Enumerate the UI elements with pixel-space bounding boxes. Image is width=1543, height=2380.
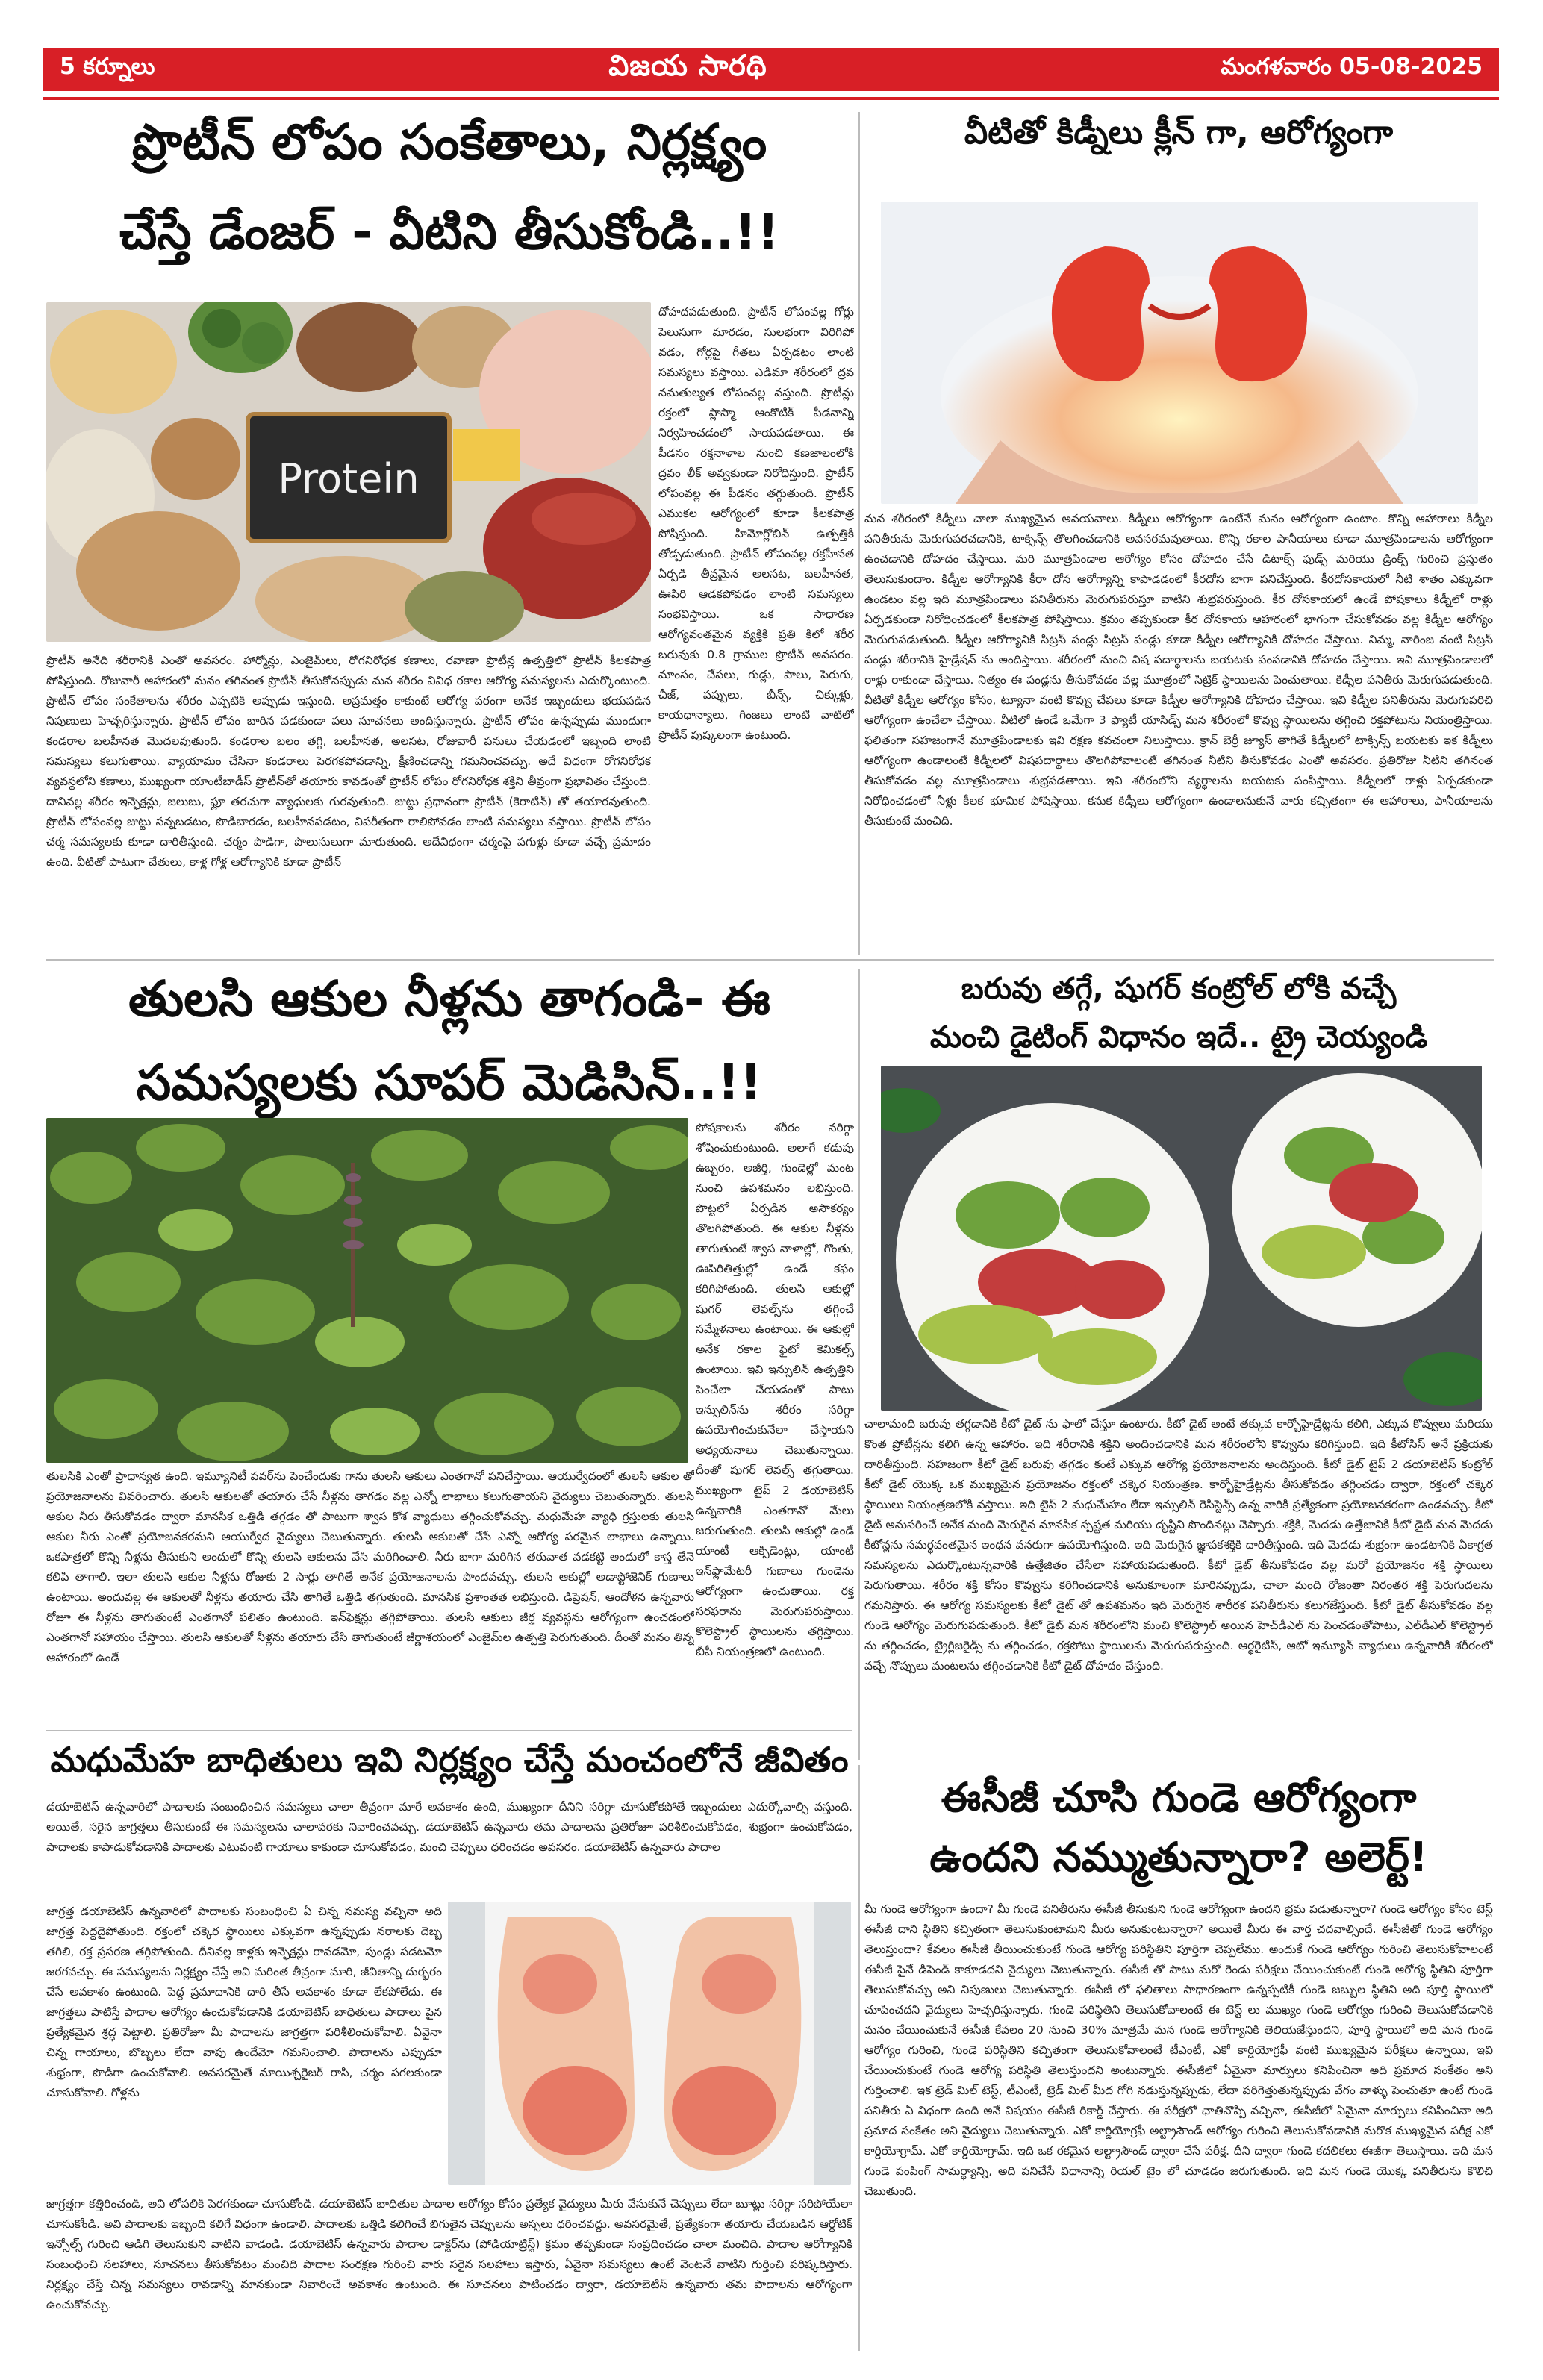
paper-name: విజయ సారథి <box>608 49 767 82</box>
keto-salad-photo <box>881 1066 1482 1411</box>
tulsi-headline-1: తులసి ఆకుల నీళ్లను తాగండి- ఈ <box>128 970 770 1028</box>
ecg-headline-1: ఈసీజీ చూసి గుండె ఆరోగ్యంగా <box>941 1774 1417 1821</box>
kidney-headline: వీటితో కిడ్నీలు క్లీన్ గా, ఆరోగ్యంగా <box>964 113 1394 152</box>
kidney-body-text: మన శరీరంలో కిడ్నీలు చాలా ముఖ్యమైన అవయవాలు. కిడ్నీలు ఆరోగ్యంగా ఉంటేనే మనం ఆరోగ్యంగా ఉంటాం. కొన్ని ఆహారాలు కిడ్నీల పనితీరును మెరుగుపరచడానికి, టాక్సిన్స్ తొలగించడానికి అవసరమవుతాయి. కొన్ని రకాల పానీయాలు కూడా మూత్రపిండాలను ఆరోగ్యంగా ఉంచడానికి దోహదం చేస్తాయి. మరి మూత్రపిండాల ఆరోగ్యం కోసం దోహదం చేసే డిటాక్స్ ఫుడ్స్ మరియు డ్రింక్స్ గురించి ప్రస్తుతం తెలుసుకుందాం. కిడ్నీల ఆరోగ్యానికి కీరా దోస ఆరోగ్యాన్ని కాపాడడంలో కీరదోస బాగా పనిచేస్తుంది. కీరదోసకాయలో నీటి శాతం ఎక్కువగా ఉండటం వల్ల ఇది మూత్రపిండాలు పనితీరును మెరుగుపరుస్తూ వాటిని శుభ్రపరుస్తుంది. కీర దోసకాయలో ఉండే పోషకాలు కిడ్నీలో రాళ్లు ఏర్పడకుండా నిరోధించడంలో కీలకపాత్ర పోషిస్తాయి. క్రమం తప్పకుండా కీర దోసకాయ ఆహారంలో భాగంగా చేసుకోవడం వల్ల కిడ్నీల ఆరోగ్యం మెరుగుపడుతుంది. కిడ్నీల ఆరోగ్యానికి సిట్రస్ పండ్లు సిట్రస్ పండ్లు కూడా కిడ్నీల ఆరోగ్యానికి దోహదం చేస్తాయి. నిమ్మ, నారింజ వంటి సిట్రస్ పండ్లు శరీరానికి హైడ్రేషన్ ను అందిస్తాయి. శరీరంలో నుంచి విష పదార్థాలను బయటకు పంపడానికి దోహదం చేస్తాయి. ఇవి మూత్రపిండాలలో రాళ్లు రాకుండా చేస్తాయి. నిత్యం ఈ పండ్లను తీసుకోవడం వల్ల మూత్రంలో సిట్రిక్ స్థాయిలను పెంచుతాయి. కిడ్నీల పనితీరు మెరుగుపడుతుంది. వీటితో కిడ్నీల ఆరోగ్యం కోసం, ట్యూనా వంటి కొవ్వు చేపలు కూడా కిడ్నీల ఆరోగ్యానికి దోహదం చేస్తాయి. ఇవి కిడ్నీల పనితీరును మెరుగుపరిచి ఆరోగ్యంగా ఉంచేలా చేస్తాయి. వీటిలో ఉండే ఒమేగా 3 ఫ్యాటీ యాసిడ్స్ మన శరీరంలో కొవ్వు స్థాయిలను తగ్గించి రక్తపోటును నియంత్రిస్తాయి. ఫలితంగా సహజంగానే మూత్రపిండాలకు ఇవి రక్షణ కవచంలా నిలుస్తాయి. క్రాన్ బెర్రీ జ్యూస్ తాగితే కిడ్నీలలో టాక్సిన్స్ బయటకు ఇక కిడ్నీలు ఆరోగ్యంగా ఉండాలంటే కిడ్నీలలో విషపదార్థాలు తొలగిపోవాలంటే తగినంత నీటిని తీసుకోవడం ఎంతో అవసరం. ప్రతిరోజు నీటిని తగినంత తీసుకోవడం వల్ల మూత్రపిండాలు శుభ్రపడతాయి. ఇవి శరీరంలోని వ్యర్థాలను బయటకు పంపిస్తాయి. కిడ్నీలలో రాళ్లు ఏర్పడకుండా నిరోధించడంలో నీళ్లు కీలక భూమిక పోషిస్తాయి. కనుక కిడ్నీలు ఆరోగ్యంగా ఉండాలనుకునే వారు కచ్చితంగా ఈ ఆహారాలు, పానీయాలను తీసుకుంటే మంచిది. <box>864 512 1493 828</box>
section-divider <box>46 959 1494 961</box>
ecg-body-text: మీ గుండె ఆరోగ్యంగా ఉందా? మీ గుండె పనితీరును ఈసీజీ తీసుకుని గుండె ఆరోగ్యంగా ఉందని భ్రమ పడుతున్నారా? గుండె ఆరోగ్యం కోసం టెస్ట్ ఈసీజీ దాని స్థితిని కచ్చితంగా తెలుసుకుంటామని మీరు అనుకుంటున్నారా? అయితే మీరు ఈ వార్త చదవాల్సిందే. ఈసీజీతో గుండె ఆరోగ్యం తెలుస్తుందా? కేవలం ఈసీజీ తీయించుకుంటే గుండె ఆరోగ్య పరిస్థితిని పూర్తిగా చెప్పలేము. అందుకే గుండె ఆరోగ్యం గురించి తెలుసుకోవాలంటే ఈసీజీ పైనే డిపెండ్ కాకూడదని వైద్యులు చెబుతున్నారు. ఈసీజీ తో పాటు మరో రెండు పరీక్షలు చేయించుకుంటే గుండె ఆరోగ్య స్థితిని పూర్తిగా తెలుసుకోవచ్చు అని నిపుణులు చెబుతున్నారు. ఈసీజీ లో ఫలితాలు సాధారణంగా ఉన్నప్పటికీ గుండె జబ్బుల స్థితిని అది పూర్తి స్థాయిలో చూపించదని వైద్యులు హెచ్చరిస్తున్నారు. గుండె పరిస్థితిని తెలుసుకోవాలంటే ఈ టెస్ట్ లు ముఖ్యం గుండె ఆరోగ్యం గురించి తెలుసుకోవడానికి మనం చేయించుకునే ఈసీజీ కేవలం 20 నుంచి 30% మాత్రమే మన గుండె ఆరోగ్యానికి తెలియజేస్తుందని, పూర్తి స్థాయిలో అది మన గుండె ఆరోగ్యం గురించి, గుండె పరిస్థితిని కచ్చితంగా తెలుసుకోవాలంటే టీఎంటీ, ఎకో కార్డియోగ్రఫీ వంటి ముఖ్యమైన పరీక్షలు ఉన్నాయి, ఇవి చేయించుకుంటే గుండె ఆరోగ్య పరిస్థితి తెలుస్తుందని అంటున్నారు. ఈసీజీలో ఏమైనా మార్పులు కనిపించినా అది ప్రమాద సంకేతం అని గుర్తించాలి. ఇక ట్రెడ్ మిల్ టెస్ట్, టీఎంటీ, ట్రెడ్ మిల్ మీద గోగి నడుస్తున్నప్పుడు, లేదా పరిగెత్తుతున్నప్పుడు వేగం వాళ్ళు పెంచుతూ ఉంటే గుండె పనితీరు ఏ విధంగా ఉంది అనే విషయం ఈసీజీ రికార్డ్ చేస్తారు. ఈ పరీక్షలో ఛాతినొప్పి వచ్చినా, ఈసీజీలో ఏమైనా మార్పులు కనిపించినా అది ప్రమాద సంకేతం అని వైద్యులు చెబుతున్నారు. ఎకో కార్డియోగ్రఫీ అల్ట్రాసౌండ్ ఆరోగ్యం గురించి తెలుసుకోవడానికి మరొక ముఖ్యమైన పరీక్ష ఎకో కార్డియోగ్రామ్. ఎకో కార్డియోగ్రామ్. ఇది ఒక రకమైన అల్ట్రాసౌండ్ ద్వారా చేసే పరీక్ష. దీని ద్వారా గుండె కదలికలు ఈజీగా తెలుస్తాయి. ఇది మన గుండె పంపింగ్ సామర్థ్యాన్ని, అది పనిచేసే విధానాన్ని రియల్ టైం లో చూడడం జరుగుతుంది. ఇది మన గుండె యొక్క పనితీరును కొలిచి చెబుతుంది. <box>864 1902 1493 2198</box>
protein-chalkboard-text: Protein <box>278 455 420 502</box>
issue-date: మంగళవారం 05-08-2025 <box>1221 54 1483 80</box>
protein-body-text: ప్రొటీన్ అనేది శరీరానికి ఎంతో అవసరం. హార్మోన్లు, ఎంజైమ్‌లు, రోగనిరోధక కణాలు, రవాణా ప్రొటీన్ల ఉత్పత్తిలో ప్రొటీన్ కీలకపాత్ర పోషిస్తుంది. రోజువారీ ఆహారంలో మనం తగినంత ప్రొటీన్ తీసుకోనప్పుడు మన శరీరం వివిధ రకాల ఆరోగ్య సమస్యలను ఎదుర్కొంటుంది. ప్రొటీన్ లోపం సంకేతాలను శరీరం ఎప్పటికి అప్పుడు ఇస్తుంది. అప్రమత్తం కాకుంటే ఆరోగ్య పరంగా అనేక ఇబ్బందులు భయపడిన నిపుణులు హెచ్చరిస్తున్నారు. ప్రొటీన్ లోపం బారిన పడకుండా పలు సూచనలు అందిస్తున్నారు. ప్రొటీన్ లోపం ఉన్నప్పుడు ముందుగా కండరాల బలహీనత మొదలవుతుంది. కండరాల బలం తగ్గి, బలహీనత, అలసట, రోజువారీ పనులు చేయడంలో ఇబ్బంది లాంటి సమస్యలు కలుగుతాయి. వ్యాయామం చేసినా కండరాలు పెరగకపోవడాన్ని, క్షీణించడాన్ని గమనించవచ్చు. అదే విధంగా రోగనిరోధక వ్యవస్థలోని కణాలు, ముఖ్యంగా యాంటీబాడీస్ ప్రొటీన్‌తో తయారు కావడంతో ప్రొటీన్ లోపం రోగనిరోధక శక్తిని తీవ్రంగా ప్రభావితం చేస్తుంది. దానివల్ల శరీరం ఇన్ఫెక్షన్లు, జలుబు, ఫ్లూ తరచుగా వ్యాధులకు గురవుతుంది. జుట్టు ప్రధానంగా ప్రొటీన్ (కెరాటిన్) తో తయారవుతుంది. ప్రొటీన్ లోపంవల్ల జుట్టు సన్నబడటం, పొడిబారడం, బలహీనపడటం, విపరీతంగా రాలిపోవడం లాంటి సమస్యలు వస్తాయి. ప్రొటీన్ లోపం చర్మ సమస్యలకు కూడా దారితీస్తుంది. చర్మం పొడిగా, పొలుసులుగా మారుతుంది. అదేవిధంగా చర్మంపై పగుళ్లు కూడా వచ్చే ప్రమాదం ఉంది. వీటితో పాటుగా చేతులు, కాళ్ల గోళ్ల ఆరోగ్యానికి కూడా ప్రొటీన్ <box>46 654 651 869</box>
tulsi-plant-photo <box>46 1118 688 1463</box>
diet-body-text: చాలామంది బరువు తగ్గడానికి కీటో డైట్ ను ఫాలో చేస్తూ ఉంటారు. కీటో డైట్ అంటే తక్కువ కార్బోహైడ్రేట్లను కలిగి, ఎక్కువ కొవ్వులు మరియు కొంత ప్రోటీన్లను కలిగి ఉన్న ఆహారం. ఇది శరీరానికి శక్తిని అందించడానికి మన శరీరంలోని కొవ్వును కరిగిస్తుంది. ఇది కీటోసిస్ అనే ప్రక్రియకు దారితీస్తుంది. సహజంగా కీటో డైట్ బరువు తగ్గడం కంటే ఎక్కువ ఆరోగ్య ప్రయోజనాలను అందిస్తుంది. కీటో డైట్ టైప్ 2 డయాబెటిస్ కంట్రోల్ కీటో డైట్ యొక్క ఒక ముఖ్యమైన ప్రయోజనం రక్తంలో చక్కెర నియంత్రణ. కార్బోహైడ్రేట్లను తీసుకోవడం తగ్గించడం ద్వారా, రక్తంలో చక్కెర స్థాయిలు నియంత్రణలోకి వస్తాయి. ఇది టైప్ 2 మధుమేహం లేదా ఇన్సులిన్ రెసిస్టెన్స్ ఉన్న వారికి ప్రత్యేకంగా ప్రయోజనకరంగా ఉండవచ్చు. కీటో డైట్ అనుసరించే అనేక మంది మెరుగైన మానసిక స్పష్టత మరియు దృష్టిని పొందినట్లు చెప్పారు. శక్తికి, మెదడు ఉత్తేజానికి కీటో డైట్ మన మెదడు కీటోన్లను సమర్థవంతమైన ఇంధన వనరుగా ఉపయోగిస్తుంది. ఇది మెరుగైన జ్ఞాపకశక్తికి దారితీస్తుంది. ఇది మెదడు శుభ్రంగా ఉండటానికి ఏకాగ్రత సమస్యలను ఎదుర్కొంటున్నవారికి ఉత్తేజితం చేసేలా సహాయపడుతుంది. కీటో డైట్ తీసుకోవడం వల్ల మరో ప్రయోజనం శక్తి స్థాయిలు పెరుగుతాయి. శరీరం శక్తి కోసం కొవ్వును కరిగించడానికి అనుకూలంగా మారినప్పుడు, చాలా మంది రోజంతా నిరంతర శక్తి పెరుగుదలను గమనిస్తారు. ఈ ఆరోగ్య సమస్యలకు కీటో డైట్ తో ఉపశమనం ఇది మెరుగైన శారీరక పనితీరును కలుగజేస్తుంది. కీటో డైట్ తీసుకోవడం వల్ల గుండె ఆరోగ్యం మెరుగుపడుతుంది. కీటో డైట్ మన శరీరంలోని మంచి కొలెస్ట్రాల్ అయిన హెచ్‌డీఎల్ ను పెంచడంతోపాటు, ఎల్‌డీఎల్ కొలెస్ట్రాల్ ను తగ్గించడం, ట్రైగ్లిజరైడ్స్ ను తగ్గించడం, రక్తపోటు స్థాయిలను మెరుగుపరుస్తుంది. ఆర్థరైటిస్, ఆటో ఇమ్యూన్ వ్యాధులు ఉన్నవారికి శరీరంలో వచ్చే నొప్పులు మంటలను తగ్గించడానికి కీటో డైట్ దోహదం చేస్తుంది. <box>864 1417 1493 1672</box>
masthead <box>43 48 1499 91</box>
section-divider <box>46 1730 852 1731</box>
protein-foods-photo <box>46 302 651 642</box>
masthead-rule <box>43 97 1499 100</box>
column-divider <box>858 1765 860 2351</box>
diabetes-left-text: జాగ్రత్త డయాబెటిస్ ఉన్నవారిలో పాదాలకు సంబంధించి ఏ చిన్న సమస్య వచ్చినా అది జాగ్రత్త పెద్దదైపోతుంది. రక్తంలో చక్కెర స్థాయిలు ఎక్కువగా ఉన్నప్పుడు నరాలకు దెబ్బ తగిలి, రక్త ప్రసరణ తగ్గిపోతుంది. దీనివల్ల కాళ్లకు ఇన్ఫెక్షన్లు రావడమో, పుండ్లు పడటమో జరగవచ్చు. ఈ సమస్యలను నిర్లక్ష్యం చేస్తే అవి మరింత తీవ్రంగా మారి, జీవితాన్ని దుర్భరం చేసే అవకాశం ఉంటుంది. పెద్ద ప్రమాదానికి దారి తీసే అవకాశం కూడా లేకపోలేదు. ఈ జాగ్రత్తలు పాటిస్తే పాదాల ఆరోగ్యం ఉంచుకోవడానికి డయాబెటిస్ బాధితులు పాదాలు పైన ప్రత్యేకమైన శ్రద్ధ పెట్టాలి. ప్రతిరోజూ మీ పాదాలను జాగ్రత్తగా పరిశీలించుకోవాలి. ఏవైనా చిన్న గాయాలు, బొబ్బలు లేదా వాపు ఉందేమో గమనించాలి. పాదాలను ఎప్పుడూ శుభ్రంగా, పొడిగా ఉంచుకోవాలి. అవసరమైతే మాయిశ్చరైజర్ రాసి, చర్మం పగలకుండా చూసుకోవాలి. గోళ్లను <box>46 1905 442 2099</box>
diabetic-feet-photo <box>448 1902 851 2185</box>
column-divider <box>858 112 860 955</box>
tulsi-body-text: తులసికి ఎంతో ప్రాధాన్యత ఉంది. ఇమ్యూనిటీ పవర్‌ను పెంచేందుకు గాను తులసి ఆకులు ఎంతగానో పనిచేస్తాయి. ఆయుర్వేదంలో తులసి ఆకుల తో ప్రయోజనాలను వివరించారు. తులసి ఆకులతో తయారు చేసే నీళ్లను తాగడం వల్ల ఎన్నో లాభాలు కలుగుతాయని వైద్యులు చెబుతున్నారు. తులసి ఆకుల నీరు తీసుకోవడం ద్వారా మానసిక ఒత్తిడి తగ్గడం తో పాటుగా శ్వాస కోశ వ్యాధులు తగ్గించుకోవచ్చు. మధుమేహ వ్యాధి గ్రస్తులకు తులసి ఆకుల నీరు ఎంతో ప్రయోజనకరమని ఆయుర్వేద వైద్యులు చెబుతున్నారు. తులసి ఆకులతో చేసే ఎన్నో ఆరోగ్య పరమైన లాభాలు ఉన్నాయి. ఒకపాత్రలో కొన్ని నీళ్లను తీసుకుని అందులో కొన్ని తులసి ఆకులను వేసి మరిగించాలి. నీరు బాగా మరిగిన తరువాత వడకట్టి అందులో కాస్త తేనె కలిపి తాగాలి. ఇలా తులసి ఆకుల నీళ్లను రోజుకు 2 సార్లు తాగితే అనేక ప్రయోజనాలను పొందవచ్చు. తులసి ఆకుల్లో అడాప్టోజెనిక్ గుణాలు ఉంటాయి. అందువల్ల ఈ ఆకులతో నీళ్లను తయారు చేసి తాగితే ఒత్తిడి తగ్గుతుంది. మానసిక ప్రశాంతత లభిస్తుంది. డిప్రెషన్, ఆందోళన ఉన్నవారు రోజూ ఈ నీళ్లను తాగుతుంటే ఎంతగానో ఫలితం ఉంటుంది. ఇన్‌ఫెక్షన్లు తగ్గిపోతాయి. తులసి ఆకులు జీర్ణ వ్యవస్థను ఆరోగ్యంగా ఉంచడంలో ఎంతగానో సహాయం చేస్తాయి. తులసి ఆకులతో నీళ్లను తయారు చేసి తాగుతుంటే జీర్ణాశయంలో ఎంజైమ్‌ల ఉత్పత్తి పెరుగుతుంది. దీంతో మనం తిన్న ఆహారంలో ఉండే <box>46 1469 694 1664</box>
page-label: 5 కర్నూలు <box>60 54 155 80</box>
tulsi-side-text: పోషకాలను శరీరం నరిగ్గా శోషించుకుంటుంది. అలాగే కడుపు ఉబ్బరం, అజీర్తి, గుండెల్లో మంట నుంచి ఉపశమనం లభిస్తుంది. పొట్టలో ఏర్పడిన అసౌకర్యం తొలగిపోతుంది. ఈ ఆకుల నీళ్లను తాగుతుంటే శ్వాస నాళాల్లో, గొంతు, ఊపిరితిత్తుల్లో ఉండే కఫం కరిగిపోతుంది. తులసి ఆకుల్లో షుగర్ లెవల్స్‌ను తగ్గించే సమ్మేళనాలు ఉంటాయి. ఈ ఆకుల్లో అనేక రకాల ఫైటో కెమికల్స్ ఉంటాయి. ఇవి ఇన్సులిన్ ఉత్పత్తిని పెంచేలా చేయడంతో పాటు ఇన్సులిన్‌ను శరీరం సరిగ్గా ఉపయోగించుకునేలా చేస్తాయని అధ్యయనాలు చెబుతున్నాయి. దీంతో షుగర్ లెవల్స్ తగ్గుతాయి. ముఖ్యంగా టైప్ 2 డయాబెటిస్ ఉన్నవారికి ఎంతగానో మేలు జరుగుతుంది. తులసి ఆకుల్లో ఉండే యాంటీ ఆక్సిడెంట్లు, యాంటీ ఇన్‌ఫ్లామేటరీ గుణాలు గుండెను ఆరోగ్యంగా ఉంచుతాయి. రక్త సరఫరాను మెరుగుపరుస్తాయి. కొలెస్ట్రాల్ స్థాయిలను తగ్గిస్తాయి. బీపీ నియంత్రణలో ఉంటుంది. <box>696 1121 854 1658</box>
protein-headline-2: చేస్తే డేంజర్ - వీటిని తీసుకోండి..!! <box>119 203 779 260</box>
diet-headline-2: మంచి డైటింగ్ విధానం ఇదే.. ట్రై చెయ్యండి <box>929 1020 1428 1055</box>
protein-side-text: దోహదపడుతుంది. ప్రొటీన్ లోపంవల్ల గోర్లు పెలుసుగా మారడం, సులభంగా విరిగిపో వడం, గోర్లపై గీతలు ఏర్పడటం లాంటి సమస్యలు వస్తాయి. ఎడిమా శరీరంలో ద్రవ నమతుల్యత లోపంవల్ల వస్తుంది. ప్రొటీన్లు రక్తంలో ప్లాస్మా ఆంకొటిక్ పీడనాన్ని నిర్వహించడంలో సాయపడతాయి. ఈ పీడనం రక్తనాళాల నుంచి కణజాలంలోకి ద్రవం లీక్ అవ్వకుండా నిరోధిస్తుంది. ప్రొటీన్ లోపంవల్ల ఈ పీడనం తగ్గుతుంది. ప్రొటీన్ ఎముకల ఆరోగ్యంలో కూడా కీలకపాత్ర పోషిస్తుంది. హిమోగ్లోబిన్ ఉత్పత్తికి తోడ్పడుతుంది. ప్రొటీన్ లోపంవల్ల రక్తహీనత ఏర్పడి తీవ్రమైన అలసట, బలహీనత, ఊపిరి ఆడకపోవడం లాంటి సమస్యలు సంభవిస్తాయి. ఒక సాధారణ ఆరోగ్యవంతమైన వ్యక్తికి ప్రతి కిలో శరీర బరువుకు 0.8 గ్రాముల ప్రొటీన్ అవసరం. మాంసం, చేపలు, గుడ్లు, పాలు, పెరుగు, చీజ్, పప్పులు, బీన్స్, చిక్కుళ్లు, కాయధాన్యాలు, గింజలు లాంటి వాటిలో ప్రొటీన్ పుష్కలంగా ఉంటుంది. <box>658 305 854 742</box>
ecg-headline-2: ఉందని నమ్ముతున్నారా? అలెర్ట్! <box>929 1834 1428 1881</box>
diet-headline-1: బరువు తగ్గే, షుగర్ కంట్రోల్ లోకి వచ్చే <box>961 972 1397 1006</box>
diabetes-headline: మధుమేహ బాధితులు ఇవి నిర్లక్ష్యం చేస్తే మంచంలోనే జీవితం <box>50 1740 849 1780</box>
tulsi-headline-2: సమస్యలకు సూపర్ మెడిసిన్..!! <box>136 1054 763 1111</box>
protein-headline-1: ప్రొటీన్ లోపం సంకేతాలు, నిర్లక్ష్యం <box>131 113 767 171</box>
kidney-photo <box>881 157 1478 504</box>
column-divider <box>858 969 860 1760</box>
diabetes-top-text: డయాబెటిస్ ఉన్నవారిలో పాదాలకు సంబంధించిన సమస్యలు చాలా తీవ్రంగా మారే అవకాశం ఉంది, ముఖ్యంగా దీనిని సరిగ్గా చూసుకోకపోతే ఇబ్బందులు ఎదుర్కోవాల్సి వస్తుంది. అయితే, సరైన జాగ్రత్తలు తీసుకుంటే ఈ సమస్యలను చాలావరకు నివారించవచ్చు. డయాబెటిస్ ఉన్నవారు తమ పాదాలను ప్రతిరోజూ పరిశీలించుకోవడం, శుభ్రంగా ఉంచుకోవడం, పాదాలకు కాపాడుకోవడానికి పాదాలకు ఎటువంటి గాయాలు కాకుండా చూసుకోవడం, మంచి చెప్పులు ధరించడం అవసరం. డయాబెటిస్ ఉన్నవారు పాదాల <box>46 1800 852 1854</box>
diabetes-bottom-text: జాగ్రత్తగా కత్తిరించండి, అవి లోపలికి పెరగకుండా చూసుకోండి. డయాబెటిస్ బాధితుల పాదాల ఆరోగ్యం కోసం ప్రత్యేక వైద్యులు మీరు వేసుకునే చెప్పులు లేదా బూట్లు సరిగ్గా సరిపోయేలా చూసుకోండి. అవి పాదాలకు ఇబ్బంది కలిగే విధంగా ఉండాలి. పాదాలకు ఒత్తిడి కలిగించే బిగుతైన చెప్పులను అస్సలు ధరించవద్దు. అవసరమైతే, ప్రత్యేకంగా తయారు చేయబడిన ఆర్థోటిక్ ఇన్సోల్స్ గురించి ఆడిగి తెలుసుకుని వాటిని వాడండి. డయాబెటిస్ ఉన్నవారు పాదాల డాక్టర్‌ను (పోడియాట్రిస్ట్) క్రమం తప్పకుండా సంప్రదించడం చాలా మంచిది. పాదాల ఆరోగ్యానికి సంబంధించి సలహాలు, సూచనలు తీసుకోవటం మంచిది పాదాల సంరక్షణ గురించి వారు సరైన సలహాలు ఇస్తారు, ఏవైనా సమస్యలు ఉంటే వెంటనే వాటిని గుర్తించి పరిష్కరిస్తారు. నిర్లక్ష్యం చేస్తే చిన్న సమస్యలు రావడాన్ని మానకుండా నివారించే అవకాశం ఉంటుంది. ఈ సూచనలు పాటించడం ద్వారా, డయాబెటిస్ ఉన్నవారు తమ పాదాలను ఆరోగ్యంగా ఉంచుకోవచ్చు. <box>46 2197 852 2311</box>
